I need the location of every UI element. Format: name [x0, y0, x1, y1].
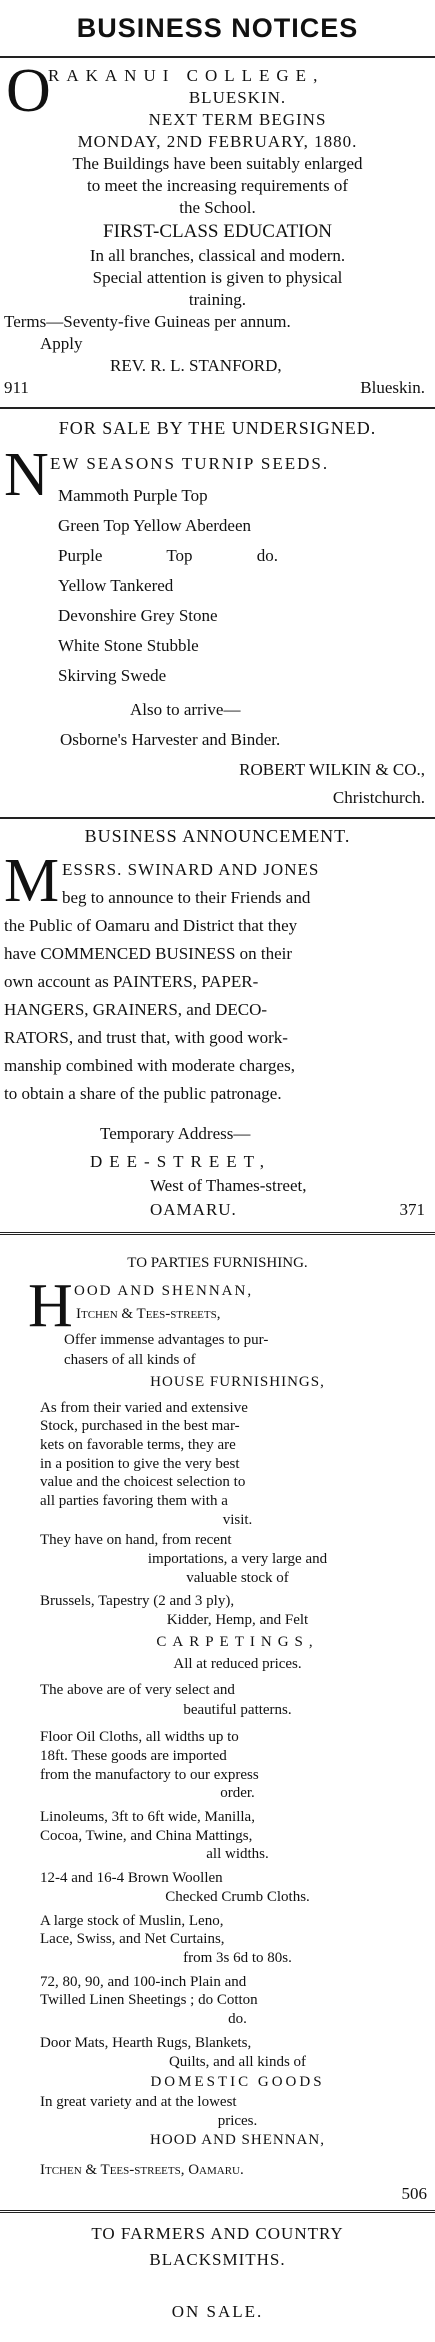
college-name: RAKANUI COLLEGE,	[48, 66, 325, 85]
text-line: all widths.	[206, 1846, 269, 1863]
apply-line: Apply	[40, 334, 83, 353]
text-line: Special attention is given to physical	[92, 268, 343, 287]
subheading: CARPETINGS,	[156, 1634, 319, 1651]
text-line: kets on favorable terms, they are	[40, 1437, 236, 1454]
text-line: manship combined with moderate charges,	[4, 1056, 295, 1075]
footer-heading: ON SALE.	[171, 2302, 264, 2321]
drop-cap: H	[28, 1272, 73, 1341]
footer-heading: TO FARMERS AND COUNTRY	[91, 2224, 344, 2243]
text-line: Stock, purchased in the best mar-	[40, 1418, 240, 1435]
text-line: They have on hand, from recent	[40, 1532, 232, 1549]
firm-name: HOOD AND SHENNAN,	[150, 2131, 325, 2148]
firm-line: ESSRS. SWINARD AND JONES	[62, 860, 320, 879]
text-line: Floor Oil Cloths, all widths up to	[40, 1729, 239, 1746]
text-line: Checked Crumb Cloths.	[165, 1888, 310, 1905]
text-line: from the manufactory to our express	[40, 1766, 259, 1783]
text-line: 18ft. These goods are imported	[40, 1747, 227, 1764]
text-line: Brussels, Tapestry (2 and 3 ply),	[40, 1593, 235, 1610]
text-line: to obtain a share of the public patronage.	[4, 1084, 282, 1103]
drop-cap: N	[4, 441, 49, 509]
text-line: Door Mats, Hearth Rugs, Blankets,	[40, 2034, 252, 2051]
drop-cap: M	[4, 847, 60, 915]
divider	[0, 2210, 435, 2213]
text-line: Offer immense advantages to pur-	[64, 1331, 269, 1348]
text-line: value and the choicest selection to	[40, 1474, 246, 1491]
seed-item: Purple Top do.	[58, 546, 279, 565]
text-line: The above are of very select and	[40, 1681, 235, 1698]
text-line: the Public of Oamaru and District that they	[4, 916, 298, 935]
text-line: A large stock of Muslin, Leno,	[40, 1912, 224, 1929]
text-line: prices.	[217, 2112, 258, 2129]
text-line: valuable stock of	[186, 1569, 289, 1586]
text-line: The Buildings have been suitably enlarged	[72, 154, 363, 173]
section-heading: TO PARTIES FURNISHING.	[127, 1255, 308, 1272]
text-line: chasers of all kinds of	[64, 1352, 196, 1369]
firm-address: Itchen & Tees-streets, Oamaru.	[40, 2162, 244, 2178]
text-line: In all branches, classical and modern.	[89, 246, 346, 265]
street-line: DEE-STREET,	[90, 1152, 272, 1171]
text-line: all parties favoring them with a	[40, 1493, 228, 1510]
text-line: Kidder, Hemp, and Felt	[166, 1612, 309, 1628]
firm-address: Itchen & Tees-streets,	[76, 1306, 221, 1323]
text-line: visit.	[222, 1511, 253, 1528]
subheading: HOUSE FURNISHINGS,	[150, 1374, 325, 1391]
text-line: 12-4 and 16-4 Brown Woollen	[40, 1870, 223, 1887]
terms-line: Terms—Seventy-five Guineas per annum.	[4, 312, 291, 331]
text-line: HANGERS, GRAINERS, and DECO-	[4, 1000, 268, 1019]
text-line: training.	[188, 290, 247, 309]
text-line: Cocoa, Twine, and China Mattings,	[40, 1827, 253, 1844]
divider	[0, 407, 435, 409]
seed-item: Yellow Tankered	[58, 576, 174, 595]
term-heading: NEXT TERM BEGINS	[148, 110, 327, 129]
town-line: OAMARU.	[150, 1200, 237, 1219]
place-line: Blueskin.	[360, 378, 425, 397]
also-line: Also to arrive—	[130, 700, 241, 719]
divider	[0, 817, 435, 819]
seed-item: White Stone Stubble	[58, 636, 199, 655]
text-line: beautiful patterns.	[183, 1702, 292, 1718]
text-line: 72, 80, 90, and 100-inch Plain and	[40, 1973, 247, 1990]
text-line: In great variety and at the lowest	[40, 2094, 237, 2111]
text-line: importations, a very large and	[147, 1550, 328, 1567]
term-date: MONDAY, 2ND FEBRUARY, 1880.	[77, 132, 358, 151]
section-heading: BUSINESS ANNOUNCEMENT.	[84, 826, 351, 846]
seed-item: Skirving Swede	[58, 666, 167, 685]
college-place: BLUESKIN.	[188, 88, 287, 107]
text-line: in a position to give the very best	[40, 1455, 240, 1472]
text-line: beg to announce to their Friends and	[62, 888, 311, 907]
drop-cap: O	[6, 57, 51, 125]
text-line: order.	[220, 1785, 255, 1802]
divider	[0, 1232, 435, 1235]
text-line: do.	[228, 2011, 247, 2028]
footer-heading: BLACKSMITHS.	[149, 2250, 286, 2269]
education-heading: FIRST-CLASS EDUCATION	[103, 221, 332, 242]
text-line: Linoleums, 3ft to 6ft wide, Manilla,	[40, 1808, 255, 1825]
ref-number: 911	[4, 378, 29, 397]
text-line: from 3s 6d to 80s.	[183, 1949, 292, 1966]
contact-name: REV. R. L. STANFORD,	[110, 356, 282, 375]
text-line: have COMMENCED BUSINESS on their	[4, 944, 293, 963]
ref-number: 371	[399, 1200, 425, 1219]
text-line: Lace, Swiss, and Net Curtains,	[40, 1931, 225, 1948]
seeds-title: EW SEASONS TURNIP SEEDS.	[50, 454, 330, 473]
text-line: own account as PAINTERS, PAPER-	[4, 972, 259, 991]
section-heading: FOR SALE BY THE UNDERSIGNED.	[58, 418, 377, 438]
divider	[0, 56, 435, 58]
firm-name: ROBERT WILKIN & CO.,	[239, 760, 425, 779]
text-line: the School.	[179, 198, 256, 217]
harvester-line: Osborne's Harvester and Binder.	[60, 730, 281, 749]
place-line: Christchurch.	[332, 788, 425, 807]
text-line: All at reduced prices.	[173, 1656, 302, 1673]
text-line: RATORS, and trust that, with good work-	[4, 1028, 288, 1047]
seed-item: Green Top Yellow Aberdeen	[58, 516, 252, 535]
subheading: DOMESTIC GOODS	[150, 2073, 325, 2090]
text-line: As from their varied and extensive	[40, 1399, 248, 1416]
seed-item: Mammoth Purple Top	[58, 486, 208, 505]
seed-item: Devonshire Grey Stone	[58, 606, 218, 625]
ref-number: 506	[401, 2184, 427, 2203]
west-line: West of Thames-street,	[150, 1176, 307, 1195]
address-label: Temporary Address—	[100, 1124, 251, 1143]
text-line: Quilts, and all kinds of	[168, 2053, 307, 2070]
page-title: BUSINESS NOTICES	[76, 13, 359, 43]
firm-name: OOD AND SHENNAN,	[74, 1282, 254, 1299]
text-line: to meet the increasing requirements of	[86, 176, 349, 195]
text-line: Twilled Linen Sheetings ; do Cotton	[40, 1992, 258, 2009]
